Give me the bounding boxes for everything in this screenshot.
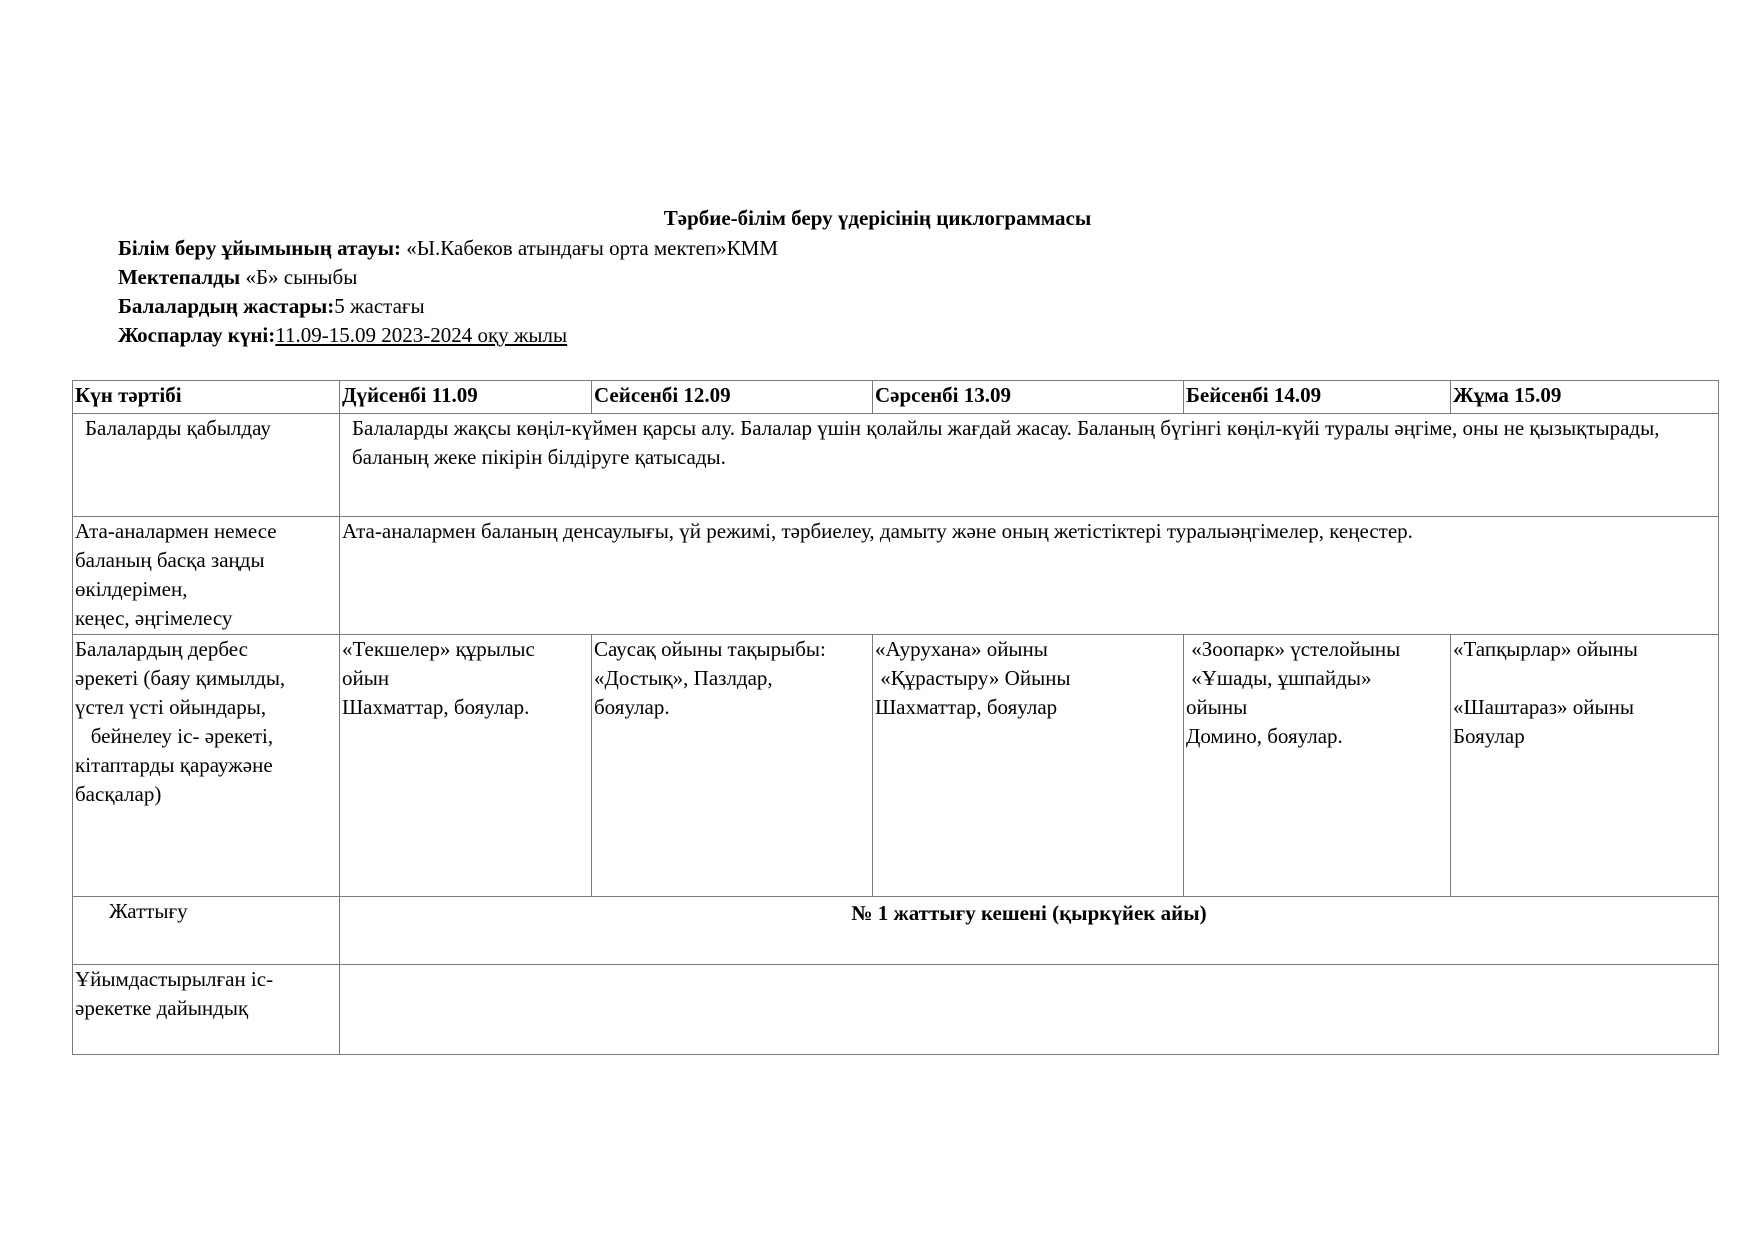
group-label: Мектепалды — [118, 265, 246, 289]
parents-label-line: Ата-аналармен немесе — [75, 519, 277, 543]
header-cell-friday: Жұма 15.09 — [1451, 381, 1719, 414]
date-value: 11.09-15.09 2023-2024 оқу жылы — [275, 323, 568, 347]
reception-label: Балаларды қабылдау — [73, 414, 340, 517]
exercise-label: Жаттығу — [73, 897, 340, 965]
activity-friday — [1451, 635, 1719, 897]
header-cell-routine: Күн тәртібі — [73, 381, 340, 414]
activity-line: «Аурухана» ойыны — [875, 637, 1048, 661]
activity-label-line: әрекеті (баяу қимылды, — [75, 666, 286, 690]
age-value: 5 жастағы — [334, 294, 425, 318]
activity-line: «Текшелер» құрылыс — [342, 637, 535, 661]
activity-label — [73, 635, 340, 897]
table-row-reception — [73, 414, 1719, 517]
reception-text: Балаларды жақсы көңіл-күймен қарсы алу. Балалар үшін қолайлы жағдай жасау. Баланың бүгінгі көңіл-күйі туралы әңгіме, оны не қызықтырады, баланың жеке пікірін білдіруге қатысады. — [340, 414, 1719, 517]
age-row — [118, 292, 778, 321]
activity-line — [1453, 664, 1716, 693]
activity-line: «Достық», Пазлдар, — [594, 666, 773, 690]
org-label: Білім беру ұйымының атауы: — [118, 236, 407, 260]
activity-line: «Шаштараз» ойыны — [1453, 695, 1634, 719]
parents-text: Ата-аналармен баланың денсаулығы, үй режимі, тәрбиелеу, дамыту және оның жетістіктері туралыәңгімелер, кеңестер. — [340, 517, 1719, 635]
document-title: Тәрбие-білім беру үдерісінің циклограммасы — [663, 206, 1092, 230]
schedule-table — [72, 380, 1719, 1055]
activity-monday — [340, 635, 592, 897]
parents-label-line: баланың басқа заңды — [75, 548, 265, 572]
activity-line: ойын — [342, 666, 390, 690]
parents-label-line: өкілдерімен, — [75, 577, 188, 601]
org-value: «Ы.Кабеков атындағы орта мектеп»КММ — [406, 236, 779, 260]
activity-label-line: Балалардың дербес — [75, 637, 248, 661]
activity-wednesday — [873, 635, 1184, 897]
activity-label-line: кітаптарды қараужәне — [75, 753, 273, 777]
activity-label-line: үстел үсті ойындары, — [75, 695, 267, 719]
group-row — [118, 263, 778, 292]
table-row-prep — [73, 965, 1719, 1055]
prep-label-line: әрекетке дайындық — [75, 996, 249, 1020]
exercise-text: № 1 жаттығу кешені (қыркүйек айы) — [340, 897, 1719, 965]
document-meta — [118, 234, 778, 350]
prep-label-line: Ұйымдастырылған іс- — [75, 967, 274, 991]
org-row — [118, 234, 778, 263]
activity-thursday — [1184, 635, 1451, 897]
activity-line: Домино, бояулар. — [1186, 724, 1343, 748]
table-header-row — [73, 381, 1719, 414]
parents-label — [73, 517, 340, 635]
activity-line: «Құрастыру» Ойыны — [875, 666, 1071, 690]
activity-label-line: бейнелеу іс- әрекеті, — [75, 724, 274, 748]
activity-line: бояулар. — [594, 695, 670, 719]
activity-line: «Ұшады, ұшпайды» — [1186, 666, 1372, 690]
activity-line: Шахматтар, бояулар — [875, 695, 1058, 719]
header-cell-monday: Дүйсенбі 11.09 — [340, 381, 592, 414]
age-label: Балалардың жастары: — [118, 294, 335, 318]
activity-line: ойыны — [1186, 695, 1248, 719]
prep-text — [340, 965, 1719, 1055]
prep-label — [73, 965, 340, 1055]
date-label: Жоспарлау күні: — [118, 323, 276, 347]
table-row-parents — [73, 517, 1719, 635]
header-cell-wednesday: Сәрсенбі 13.09 — [873, 381, 1184, 414]
activity-line: Саусақ ойыны тақырыбы: — [594, 637, 826, 661]
activity-line: «Зоопарк» үстелойыны — [1186, 637, 1401, 661]
header-cell-tuesday: Сейсенбі 12.09 — [592, 381, 873, 414]
parents-label-line: кеңес, әңгімелесу — [75, 606, 233, 630]
date-row — [118, 321, 778, 350]
header-cell-thursday: Бейсенбі 14.09 — [1184, 381, 1451, 414]
activity-tuesday — [592, 635, 873, 897]
activity-line: «Тапқырлар» ойыны — [1453, 637, 1638, 661]
activity-line: Шахматтар, бояулар. — [342, 695, 530, 719]
group-value: «Б» сыныбы — [245, 265, 358, 289]
activity-label-line: басқалар) — [75, 782, 162, 806]
table-row-exercise — [73, 897, 1719, 965]
activity-line: Бояулар — [1453, 724, 1525, 748]
table-row-activity — [73, 635, 1719, 897]
